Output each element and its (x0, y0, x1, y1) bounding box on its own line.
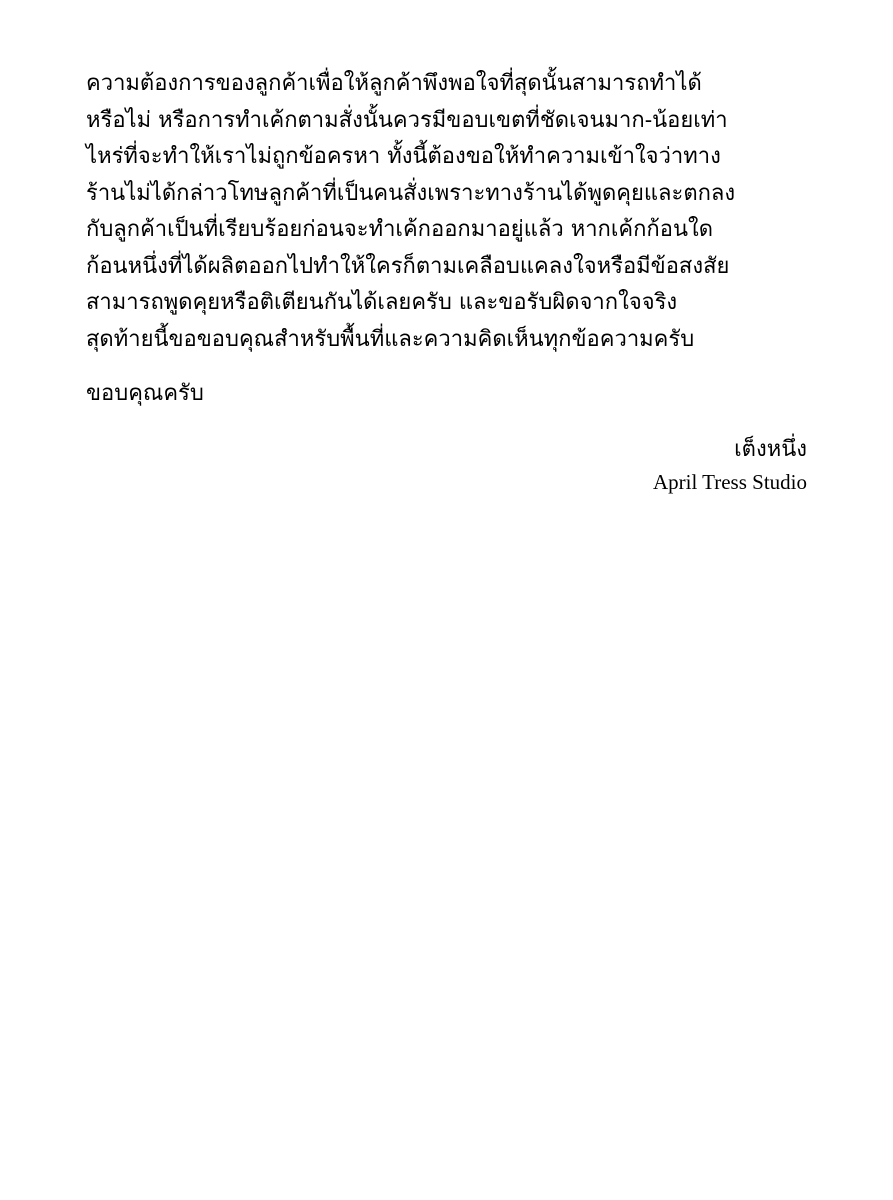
signature-block (653, 432, 807, 496)
paragraph-line: ไหร่ที่จะทำให้เราไม่ถูกข้อครหา ทั้งนี้ต้องขอให้ทำความเข้าใจว่าทาง (86, 144, 721, 169)
paragraph-line: สามารถพูดคุยหรือติเตียนกันได้เลยครับ และขอรับผิดจากใจจริง (86, 290, 678, 315)
paragraph-line: ก้อนหนึ่งที่ได้ผลิตออกไปทำให้ใครก็ตามเคลือบแคลงใจหรือมีข้อสงสัย (86, 253, 730, 279)
letter-paragraph (86, 66, 808, 358)
paragraph-line: สุดท้ายนี้ขอขอบคุณสำหรับพื้นที่และความคิดเห็นทุกข้อความครับ (86, 326, 695, 352)
closing-text: ขอบคุณครับ (86, 381, 204, 406)
paragraph-line: ร้านไม่ได้กล่าวโทษลูกค้าที่เป็นคนสั่งเพราะทางร้านได้พูดคุยและตกลง (86, 180, 736, 206)
paragraph-line: ความต้องการของลูกค้าเพื่อให้ลูกค้าพึงพอใจที่สุดนั้นสามารถทำได้ (86, 71, 702, 96)
signature-name: เต็งหนึ่ง (734, 437, 807, 462)
paragraph-line: กับลูกค้าเป็นที่เรียบร้อยก่อนจะทำเค้กออกมาอยู่แล้ว หากเค้กก้อนใด (86, 217, 714, 242)
signature-studio: April Tress Studio (652, 470, 807, 494)
paragraph-line: หรือไม่ หรือการทำเค้กตามสั่งนั้นควรมีขอบเขตที่ชัดเจนมาก-น้อยเท่า (86, 107, 728, 133)
